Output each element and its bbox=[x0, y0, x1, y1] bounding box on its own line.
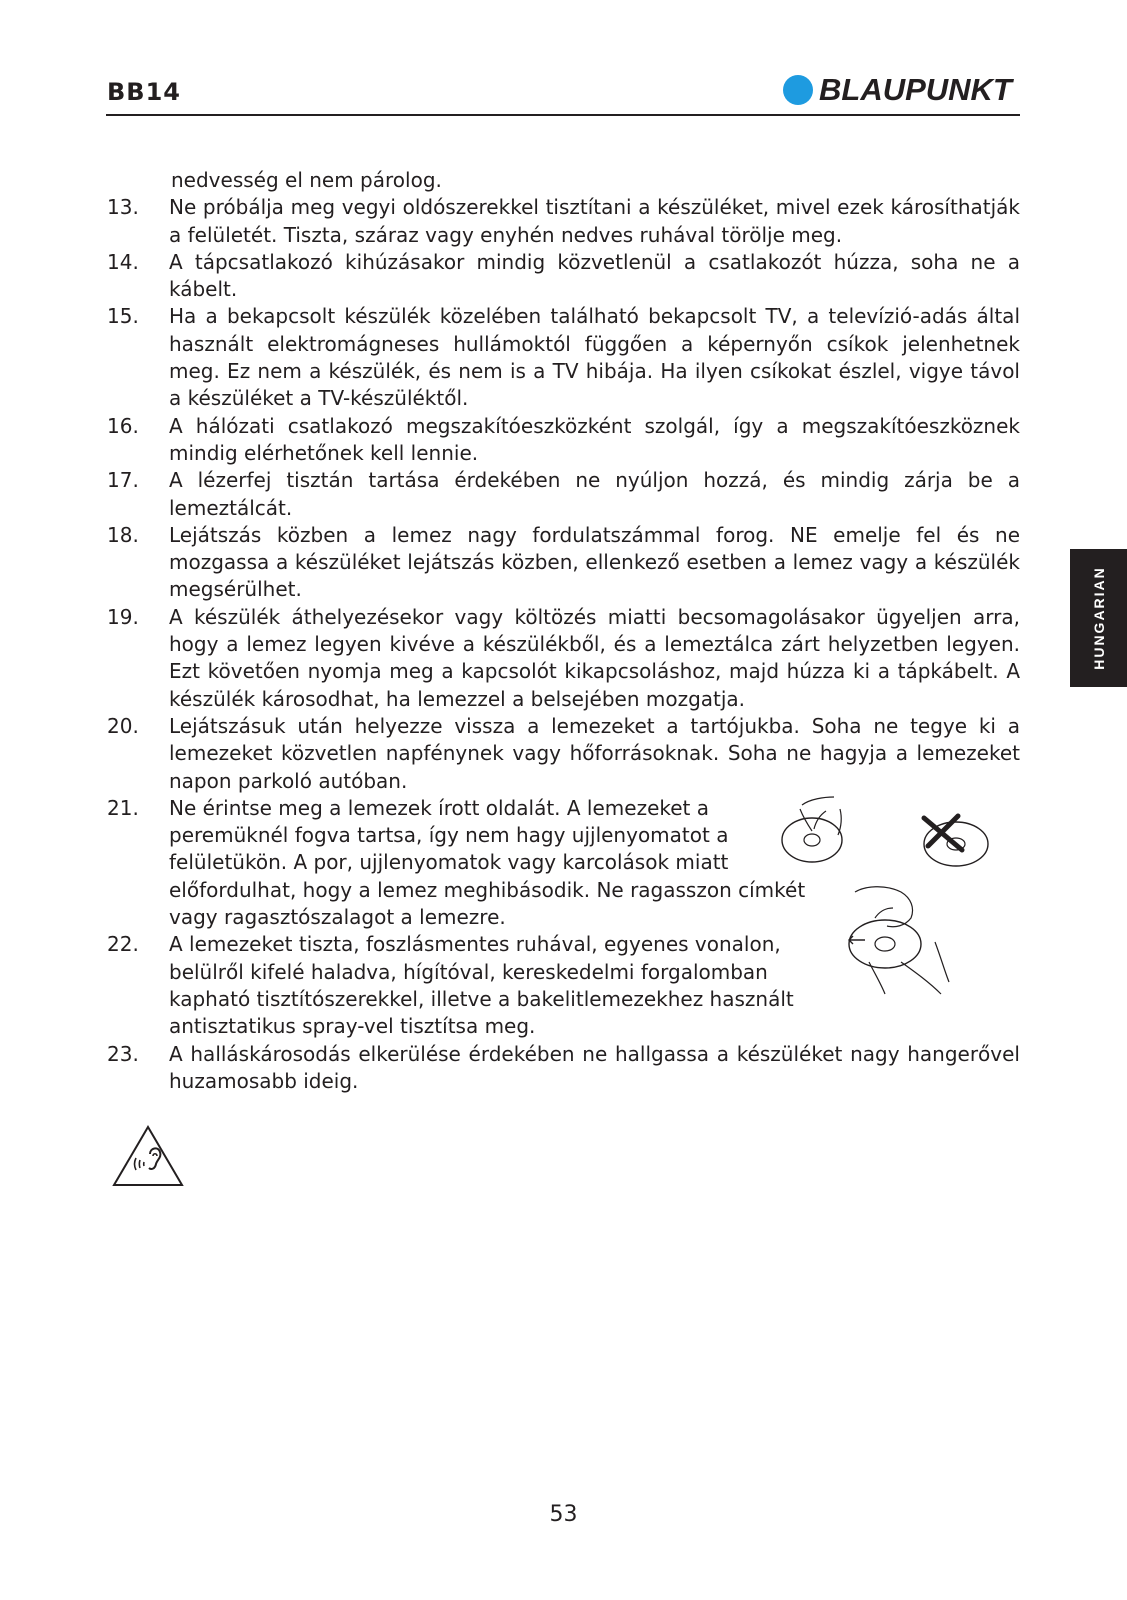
list-item bbox=[107, 522, 1020, 604]
hearing-warning-icon bbox=[112, 1124, 184, 1188]
brand-dot-icon bbox=[783, 75, 813, 105]
list-item bbox=[107, 713, 1020, 795]
item-text: Ha a bekapcsolt készülék közelében található bekapcsolt TV, a televízió-adás által használt elektromágneses hullámoktól függően a képernyőn csíkok jelenhetnek meg. Ez nem a készülék, és nem is a TV hibája. Ha ilyen csíkokat észlel, vigye távol a készüléket a TV-készüléktől. bbox=[169, 304, 1020, 411]
item-number: 14. bbox=[107, 249, 139, 274]
continuation-line: nedvesség el nem párolog. bbox=[171, 168, 442, 192]
item-number: 19. bbox=[107, 604, 139, 629]
list-item bbox=[107, 604, 1020, 713]
item-text: A halláskárosodás elkerülése érdekében ne hallgassa a készüléket nagy hangerővel huzamosabb ideig. bbox=[169, 1041, 1020, 1093]
brand-logo bbox=[783, 72, 1012, 108]
item-text: A lézerfej tisztán tartása érdekében ne nyúljon hozzá, és mindig zárja be a lemeztálcát. bbox=[169, 468, 1020, 520]
page-number: 53 bbox=[549, 1502, 578, 1527]
list-item bbox=[107, 194, 1020, 249]
disc-hold-edge-illustration bbox=[780, 795, 860, 867]
list-item bbox=[107, 413, 1020, 468]
item-number: 22. bbox=[107, 932, 139, 957]
item-text: Lejátszásuk után helyezze vissza a lemezeket a tartójukba. Soha ne tegye ki a lemezeket közvetlen napfénynek vagy hőforrásoknak. Soha ne hagyja a lemezeket napon parkoló autóban. bbox=[169, 713, 1020, 793]
item-number: 20. bbox=[107, 713, 139, 738]
item-text: A hálózati csatlakozó megszakítóeszközként szolgál, így a megszakítóeszköznek mindig elérhetőnek kell lennie. bbox=[169, 413, 1020, 465]
header-divider bbox=[106, 114, 1020, 116]
item-text: Lejátszás közben a lemez nagy fordulatszámmal forog. NE emelje fel és ne mozgassa a készüléket lejátszás közben, ellenkező esetben a lemez vagy a készülék megsérülhet. bbox=[169, 522, 1020, 602]
disc-cleaning-illustration bbox=[845, 882, 965, 997]
item-text: A lemezeket tiszta, foszlásmentes ruhával, egyenes vonalon, belülről kifelé haladva, hígítóval, kereskedelmi forgalomban kapható tisztítószerekkel, illetve a bakelitlemezekhez használt antisztatikus spray-vel tisztítsa meg. bbox=[169, 932, 794, 1039]
language-tab bbox=[1070, 549, 1127, 687]
item-number: 16. bbox=[107, 413, 139, 438]
item-number: 13. bbox=[107, 195, 139, 220]
item-text: Ne próbálja meg vegyi oldószerekkel tisztítani a készüléket, mivel ezek károsíthatják a felületét. Tiszta, száraz vagy enyhén nedves ruhával törölje meg. bbox=[169, 195, 1020, 247]
list-item bbox=[107, 467, 1020, 522]
list-item bbox=[107, 249, 1020, 304]
list-item bbox=[107, 303, 1020, 412]
language-tab-label: HUNGARIAN bbox=[1090, 566, 1107, 670]
item-number: 23. bbox=[107, 1041, 139, 1066]
model-label: BB14 bbox=[107, 78, 181, 106]
brand-name: BLAUPUNKT bbox=[819, 72, 1012, 107]
item-number: 17. bbox=[107, 468, 139, 493]
item-text: A készülék áthelyezésekor vagy költözés miatti becsomagolásakor ügyeljen arra, hogy a lemez legyen kivéve a készülékből, és a lemeztálca zárt helyzetben legyen. Ezt követően nyomja meg a kapcsolót kikapcsoláshoz, majd húzza ki a tápkábelt. A készülék károsodhat, ha lemezzel a belsejében mozgatja. bbox=[169, 604, 1020, 711]
item-text: Ne érintse meg a lemezek írott oldalát. A lemezeket a peremüknél fogva tartsa, így nem hagy ujjlenyomatot a felületükön. A por, ujjlenyomatok vagy karcolások miatt előfordulhat, hogy a lemez meghibásodik. Ne ragasszon címkét vagy ragasztószalagot a lemezre. bbox=[169, 795, 806, 930]
item-number: 15. bbox=[107, 304, 139, 329]
list-item bbox=[107, 1041, 1020, 1096]
item-number: 21. bbox=[107, 795, 139, 820]
disc-touch-forbidden-illustration bbox=[918, 810, 992, 870]
item-text: A tápcsatlakozó kihúzásakor mindig közvetlenül a csatlakozót húzza, soha ne a kábelt. bbox=[169, 249, 1020, 302]
item-number: 18. bbox=[107, 522, 139, 547]
